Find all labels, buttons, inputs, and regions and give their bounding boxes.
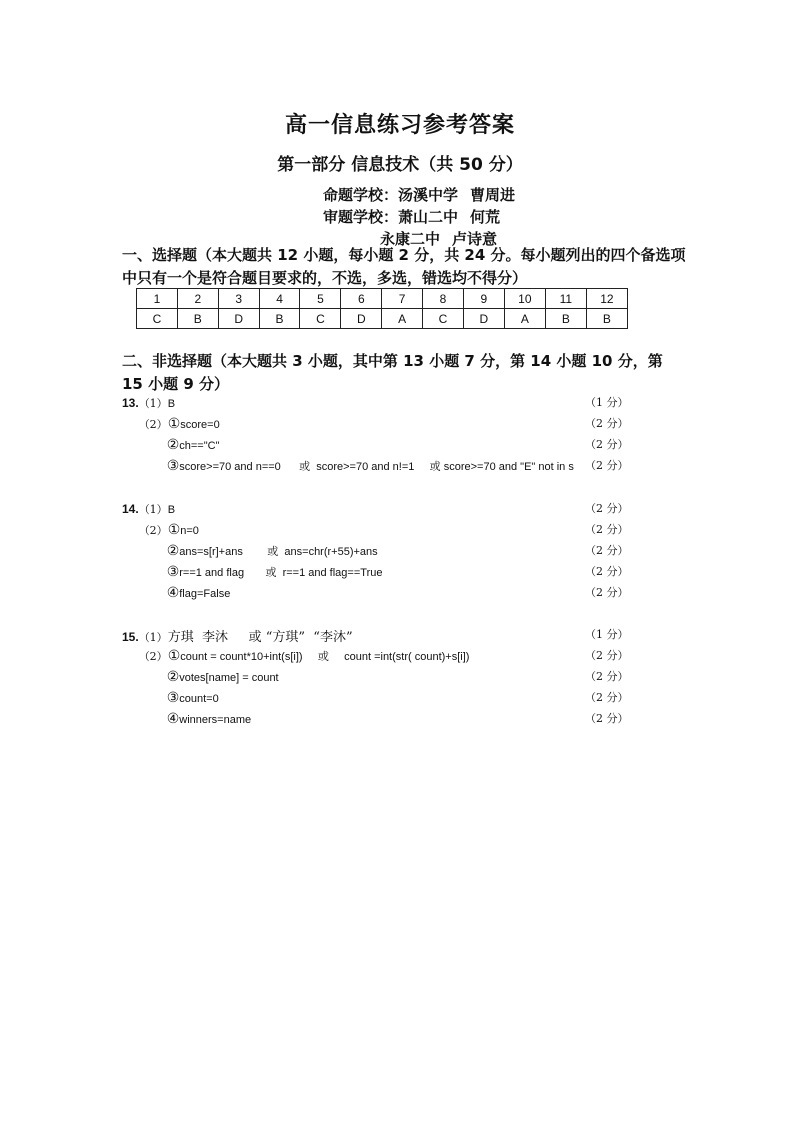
blank-marker: ③ — [166, 689, 180, 705]
section2-heading: 二、非选择题（本大题共 3 小题，其中第 13 小题 7 分，第 14 小题 10 分，第 15 小题 9 分） — [122, 352, 663, 393]
section1-heading: 一、选择题（本大题共 12 小题，每小题 2 分，共 24 分。每小题列出的四个备选项中只有一个是符合题目要求的，不选，多选，错选均不得分） — [122, 246, 686, 287]
score-label: （2 分） — [585, 565, 629, 578]
part-label: （1） — [138, 631, 168, 644]
answer-cell: D — [463, 309, 504, 329]
q14-line — [122, 500, 175, 517]
school-name: 汤溪中学 — [398, 186, 459, 204]
question-number-cell: 11 — [545, 289, 586, 309]
blank-marker: ④ — [166, 710, 180, 726]
page-title: 高一信息练习参考答案 — [284, 112, 515, 138]
score-label: （2 分） — [585, 691, 629, 704]
answer-table — [136, 288, 628, 329]
question-number-cell: 4 — [259, 289, 300, 309]
person-name: 曹周进 — [470, 186, 516, 204]
part-label: （1） — [138, 503, 168, 516]
answer-text: 方琪 李沐 或 “方琪” “李沐” — [167, 630, 353, 645]
answer-text: B — [167, 398, 176, 410]
q14-line — [122, 563, 382, 580]
table-row-answers — [137, 309, 628, 329]
q13-line — [122, 394, 175, 411]
blank-marker: ② — [166, 668, 180, 684]
answer-cell: B — [586, 309, 627, 329]
blank-marker: ② — [166, 542, 180, 558]
answer-cell: C — [300, 309, 341, 329]
answer-text: count=0 — [179, 693, 219, 705]
question-number-cell: 12 — [586, 289, 627, 309]
school-label: 审题学校： — [323, 208, 399, 226]
answer-text: votes[name] = count — [179, 672, 279, 684]
section-subtitle: 第一部分 信息技术（共 50 分） — [277, 155, 523, 175]
answer-text: B — [167, 504, 176, 516]
blank-marker: ③ — [166, 563, 180, 579]
q15-line — [122, 710, 251, 727]
answer-cell: C — [137, 309, 178, 329]
score-label: （1 分） — [585, 396, 629, 409]
score-label: （2 分） — [585, 544, 629, 557]
q13-line — [122, 415, 220, 432]
answer-text: count = count*10+int(s[i]) 或 count =int(str( count)+s[i]) — [180, 651, 470, 663]
part-label: （2） — [138, 524, 168, 537]
school-label: 命题学校： — [323, 186, 399, 204]
answer-text: ans=s[r]+ans 或 ans=chr(r+55)+ans — [179, 546, 378, 558]
person-name: 何荒 — [470, 208, 501, 226]
blank-marker: ② — [166, 436, 180, 452]
question-number-cell: 8 — [423, 289, 464, 309]
part-label: （1） — [138, 397, 168, 410]
school-name: 永康二中 — [380, 230, 441, 248]
question-number-cell: 6 — [341, 289, 382, 309]
q15-line — [122, 626, 353, 645]
q14-line — [122, 542, 378, 559]
answer-text: score>=70 and n==0 或 score>=70 and n!=1 或 score>=70 and "E" not in s — [179, 461, 574, 473]
answer-cell: B — [259, 309, 300, 329]
school-line-1 — [323, 184, 515, 205]
score-label: （2 分） — [585, 438, 629, 451]
person-name: 卢诗意 — [452, 230, 498, 248]
q13-line — [122, 457, 574, 474]
blank-marker: ① — [167, 647, 181, 663]
part-label: （2） — [138, 418, 168, 431]
question-number-cell: 10 — [504, 289, 545, 309]
blank-marker: ④ — [166, 584, 180, 600]
q15-line — [122, 668, 279, 685]
question-number: 14. — [122, 502, 139, 516]
q15-line — [122, 647, 469, 664]
answer-text: r==1 and flag 或 r==1 and flag==True — [179, 567, 383, 579]
question-number-cell: 5 — [300, 289, 341, 309]
answer-text: flag=False — [179, 588, 231, 600]
question-number-cell: 9 — [463, 289, 504, 309]
answer-cell: C — [423, 309, 464, 329]
question-number: 15. — [122, 630, 139, 644]
score-label: （2 分） — [585, 586, 629, 599]
school-name: 萧山二中 — [398, 208, 459, 226]
question-number-cell: 3 — [218, 289, 259, 309]
q14-line — [122, 521, 199, 538]
answer-text: n=0 — [180, 525, 199, 537]
score-label: （2 分） — [585, 523, 629, 536]
answer-cell: D — [341, 309, 382, 329]
school-line-2 — [323, 206, 500, 227]
score-label: （2 分） — [585, 712, 629, 725]
score-label: （2 分） — [585, 502, 629, 515]
question-number-cell: 2 — [177, 289, 218, 309]
q14-line — [122, 584, 230, 601]
score-label: （2 分） — [585, 459, 629, 472]
question-number: 13. — [122, 396, 139, 410]
answer-cell: D — [218, 309, 259, 329]
part-label: （2） — [138, 650, 168, 663]
question-number-cell: 7 — [382, 289, 423, 309]
table-row-numbers — [137, 289, 628, 309]
answer-text: score=0 — [180, 419, 220, 431]
answer-text: winners=name — [179, 714, 252, 726]
score-label: （1 分） — [585, 628, 629, 641]
score-label: （2 分） — [585, 649, 629, 662]
answer-cell: A — [382, 309, 423, 329]
score-label: （2 分） — [585, 417, 629, 430]
blank-marker: ① — [167, 415, 181, 431]
blank-marker: ① — [167, 521, 181, 537]
question-number-cell: 1 — [137, 289, 178, 309]
score-label: （2 分） — [585, 670, 629, 683]
answer-cell: A — [504, 309, 545, 329]
q15-line — [122, 689, 219, 706]
q13-line — [122, 436, 219, 453]
answer-cell: B — [177, 309, 218, 329]
blank-marker: ③ — [166, 457, 180, 473]
answer-text: ch=="C" — [179, 440, 220, 452]
answer-cell: B — [545, 309, 586, 329]
